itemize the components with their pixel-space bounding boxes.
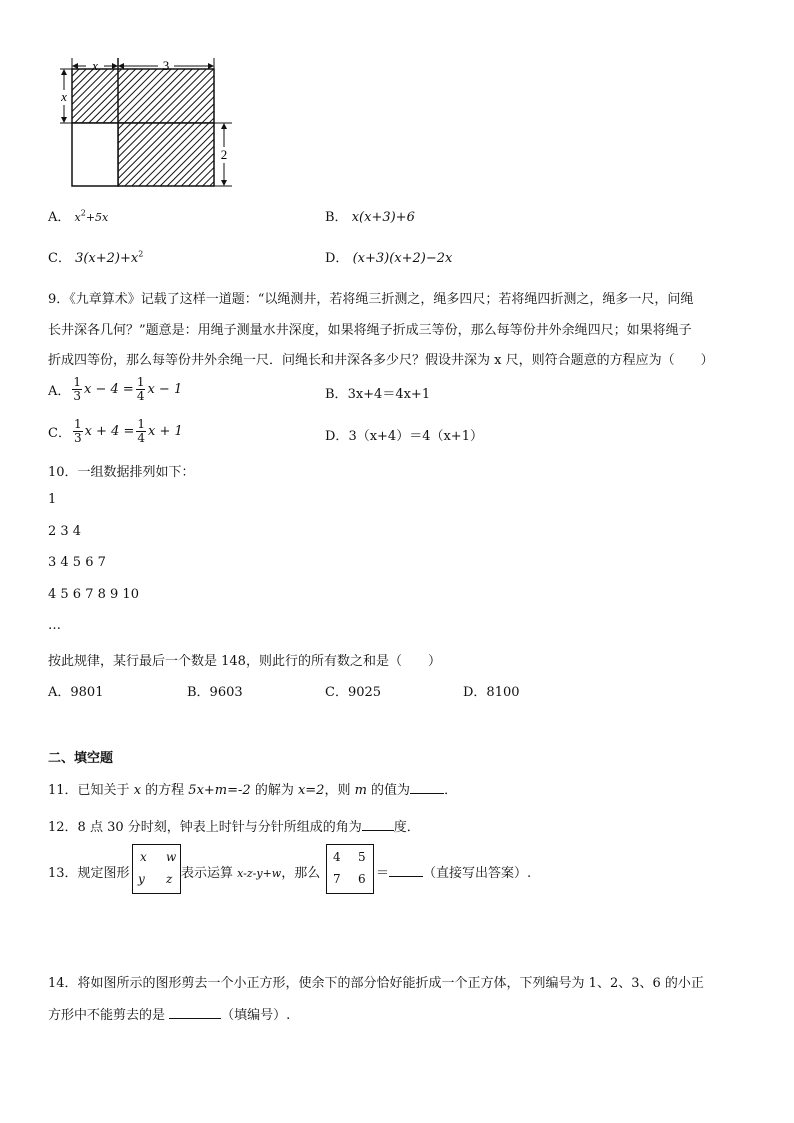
q11-text: 11．已知关于 x 的方程 5x+m=-2 的解为 x=2，则 m 的值为 ． — [48, 783, 458, 798]
q13-answer-blank[interactable] — [389, 864, 423, 877]
q9-option-b: B．3x+4＝4x+1 — [325, 387, 431, 402]
q10-option-b: B．9603 — [187, 685, 243, 700]
q9-line2: 长井深各几何？”题意是：用绳子测量水井深度，如果将绳子折成三等份，那么每等份井外余绳四尺；如果将绳子 — [48, 323, 692, 338]
label-right-2: 2 — [220, 147, 228, 162]
operation-box-numeric: 4 5 7 6 — [326, 844, 374, 894]
label-top-3: 3 — [162, 58, 170, 73]
q9-line3: 折成四等份，那么每等份井外余绳一尺．问绳长和井深各多少尺？假设井深为 x 尺，则符合题意的方程应为（ ） — [48, 353, 714, 368]
section-fill-in-title: 二、填空题 — [48, 751, 114, 766]
q14-answer-blank[interactable] — [169, 1006, 221, 1019]
q9-option-d: D．3（x+4）＝4（x+1） — [325, 429, 483, 444]
q14-line1: 14．将如图所示的图形剪去一个小正方形，使余下的部分恰好能折成一个正方体，下列编号为 1、2、3、6 的小正 — [48, 976, 704, 991]
hatched-top-rect — [72, 69, 214, 123]
hatched-lower-right-rect — [118, 123, 214, 186]
q10-row-2: 2 3 4 — [48, 524, 82, 539]
q12-answer-blank[interactable] — [362, 818, 394, 831]
q9-line1: 9．《九章算术》记载了这样一道题：“以绳测井，若将绳三折测之，绳多四尺；若将绳四折测之，绳多一尺，问绳 — [48, 292, 694, 307]
area-figure — [50, 55, 240, 195]
q10-row-3: 3 4 5 6 7 — [48, 555, 106, 570]
q10-row-1: 1 — [48, 492, 57, 507]
label-top-x: x — [92, 58, 98, 73]
q10-row-ellipsis: … — [48, 618, 61, 633]
q14-line2: 方形中不能剪去的是 （填编号）. — [48, 1008, 291, 1023]
operation-box-symbolic: x w y z — [132, 844, 181, 894]
q8-option-a: A． $x^2+5x$ — [48, 208, 109, 225]
q13-middle: 表示运算 x-z-y+w，那么 — [181, 866, 321, 881]
q11-answer-blank[interactable] — [410, 781, 444, 794]
q8-option-d: D． (x+3)(x+2)−2x — [325, 251, 453, 266]
q10-option-d: D．8100 — [463, 685, 520, 700]
q10-option-c: C．9025 — [325, 685, 382, 700]
blank-lower-left-rect — [72, 123, 118, 186]
q13-prefix: 13．规定图形 — [48, 866, 130, 881]
q13-suffix: ＝ （直接写出答案）. — [376, 866, 532, 881]
label-left-x: x — [61, 89, 67, 104]
q9-option-a: A． $\frac{1}{3}$ x − 4 = $\frac{1}{4}$ x − 1 — [48, 375, 183, 403]
q8-option-b: B． x(x+3)+6 — [325, 210, 415, 225]
q9-option-c: C． $\frac{1}{3}$ x + 4 = $\frac{1}{4}$ x + 1 — [48, 417, 183, 445]
q10-option-a: A．9801 — [48, 685, 104, 700]
q10-question: 按此规律，某行最后一个数是 148，则此行的所有数之和是（ ） — [48, 654, 441, 669]
q8-option-c: C． $3(x+2)+x^2$ — [48, 249, 144, 266]
q10-row-4: 4 5 6 7 8 9 10 — [48, 587, 139, 602]
q12-text: 12．8 点 30 分时刻，钟表上时针与分针所组成的角为 度． — [48, 820, 420, 835]
q10-title: 10．一组数据排列如下： — [48, 465, 195, 480]
